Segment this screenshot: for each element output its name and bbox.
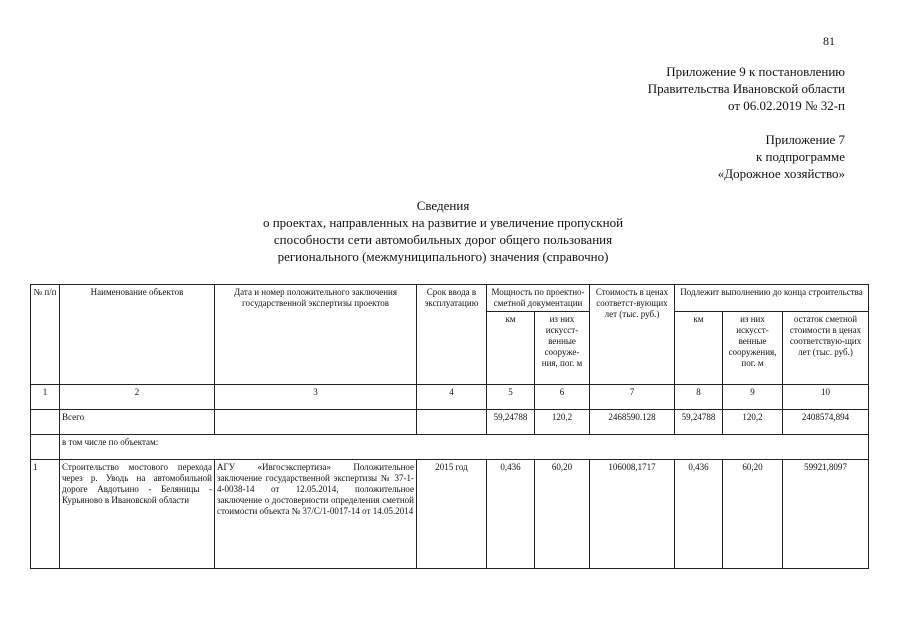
- column-number: 3: [215, 385, 417, 410]
- header-remaining-cost: остаток сметной стоимости в ценах соответствую-щих лет (тыс. руб.): [783, 312, 869, 385]
- subheading-row: [31, 435, 869, 460]
- header-name: Наименование объектов: [60, 285, 215, 385]
- object-structures: 60,20: [535, 460, 590, 569]
- total-expertise-cell: [215, 410, 417, 435]
- title-line-2: о проектах, направленных на развитие и увеличение пропускной: [262, 215, 624, 230]
- subheading-num-cell: [31, 435, 60, 460]
- header-capacity-km: км: [487, 312, 535, 385]
- appendix-9-line-1: Приложение 9 к постановлению: [666, 64, 845, 79]
- header-term: Срок ввода в эксплуатацию: [417, 285, 487, 385]
- object-remaining-km: 0,436: [675, 460, 723, 569]
- column-number: 6: [535, 385, 590, 410]
- projects-table: [30, 284, 869, 569]
- header-remaining-structures: из них искусст-венные сооружения, пог. м: [723, 312, 783, 385]
- appendix-7-line-1: Приложение 7: [765, 132, 845, 147]
- total-row: [31, 410, 869, 435]
- header-capacity: Мощность по проектно-сметной документации: [487, 285, 590, 312]
- total-num-cell: [31, 410, 60, 435]
- header-cost: Стоимость в ценах соответст-вующих лет (тыс. руб.): [590, 285, 675, 385]
- column-number: 10: [783, 385, 869, 410]
- title-line-4: регионального (межмуниципального) значения (справочно): [277, 249, 609, 264]
- total-remaining-km: 59,24788: [675, 410, 723, 435]
- header-num: № п/п: [31, 285, 60, 385]
- page-number: 81: [823, 34, 835, 48]
- table-row: [31, 460, 869, 569]
- column-number: 7: [590, 385, 675, 410]
- column-number: 1: [31, 385, 60, 410]
- object-name: Строительство мостового перехода через р. Уводь на автомобильной дороге Авдотьино - Беляницы - Курьяново в Ивановской области: [60, 460, 215, 569]
- header-remaining: Подлежит выполнению до конца строительства: [675, 285, 869, 312]
- appendix-7-line-3: «Дорожное хозяйство»: [717, 166, 845, 181]
- column-number: 8: [675, 385, 723, 410]
- appendix-7-header: [718, 131, 845, 182]
- object-term: 2015 год: [417, 460, 487, 569]
- total-remaining-structures: 120,2: [723, 410, 783, 435]
- object-remaining-cost: 59921,8097: [783, 460, 869, 569]
- title-line-1: Сведения: [416, 198, 470, 213]
- header-capacity-structures: из них искусст-венные сооруже-ния, пог. м: [535, 312, 590, 385]
- header-expertise: Дата и номер положительного заключения государственной экспертизы проектов: [215, 285, 417, 385]
- column-numbers-row: [31, 385, 869, 410]
- object-remaining-structures: 60,20: [723, 460, 783, 569]
- appendix-7-line-2: к подпрограмме: [755, 149, 845, 164]
- header-row-1: [31, 285, 869, 312]
- title-line-3: способности сети автомобильных дорог общего пользования: [273, 232, 613, 247]
- document-title: [0, 197, 886, 265]
- total-km: 59,24788: [487, 410, 535, 435]
- total-structures: 120,2: [535, 410, 590, 435]
- object-num: 1: [31, 460, 60, 569]
- column-number: 9: [723, 385, 783, 410]
- header-remaining-km: км: [675, 312, 723, 385]
- total-label: Всего: [60, 410, 215, 435]
- subheading-label: в том числе по объектам:: [60, 435, 869, 460]
- object-cost: 106008,1717: [590, 460, 675, 569]
- appendix-9-header: [648, 63, 845, 114]
- column-number: 4: [417, 385, 487, 410]
- column-number: 5: [487, 385, 535, 410]
- appendix-9-line-2: Правительства Ивановской области: [647, 81, 845, 96]
- total-cost: 2468590.128: [590, 410, 675, 435]
- object-km: 0,436: [487, 460, 535, 569]
- object-expertise: АГУ «Ивгосэкспертиза» Положительное заключение государственной экспертизы № 37-1-4-0038-14 от 12.05.2014, положительное заключение о достоверности определения сметной стоимости объекта № 37/С/1-0017-14 от 14.05.2014: [215, 460, 417, 569]
- total-term-cell: [417, 410, 487, 435]
- total-remaining-cost: 2408574,894: [783, 410, 869, 435]
- column-number: 2: [60, 385, 215, 410]
- appendix-9-line-3: от 06.02.2019 № 32-п: [728, 98, 845, 113]
